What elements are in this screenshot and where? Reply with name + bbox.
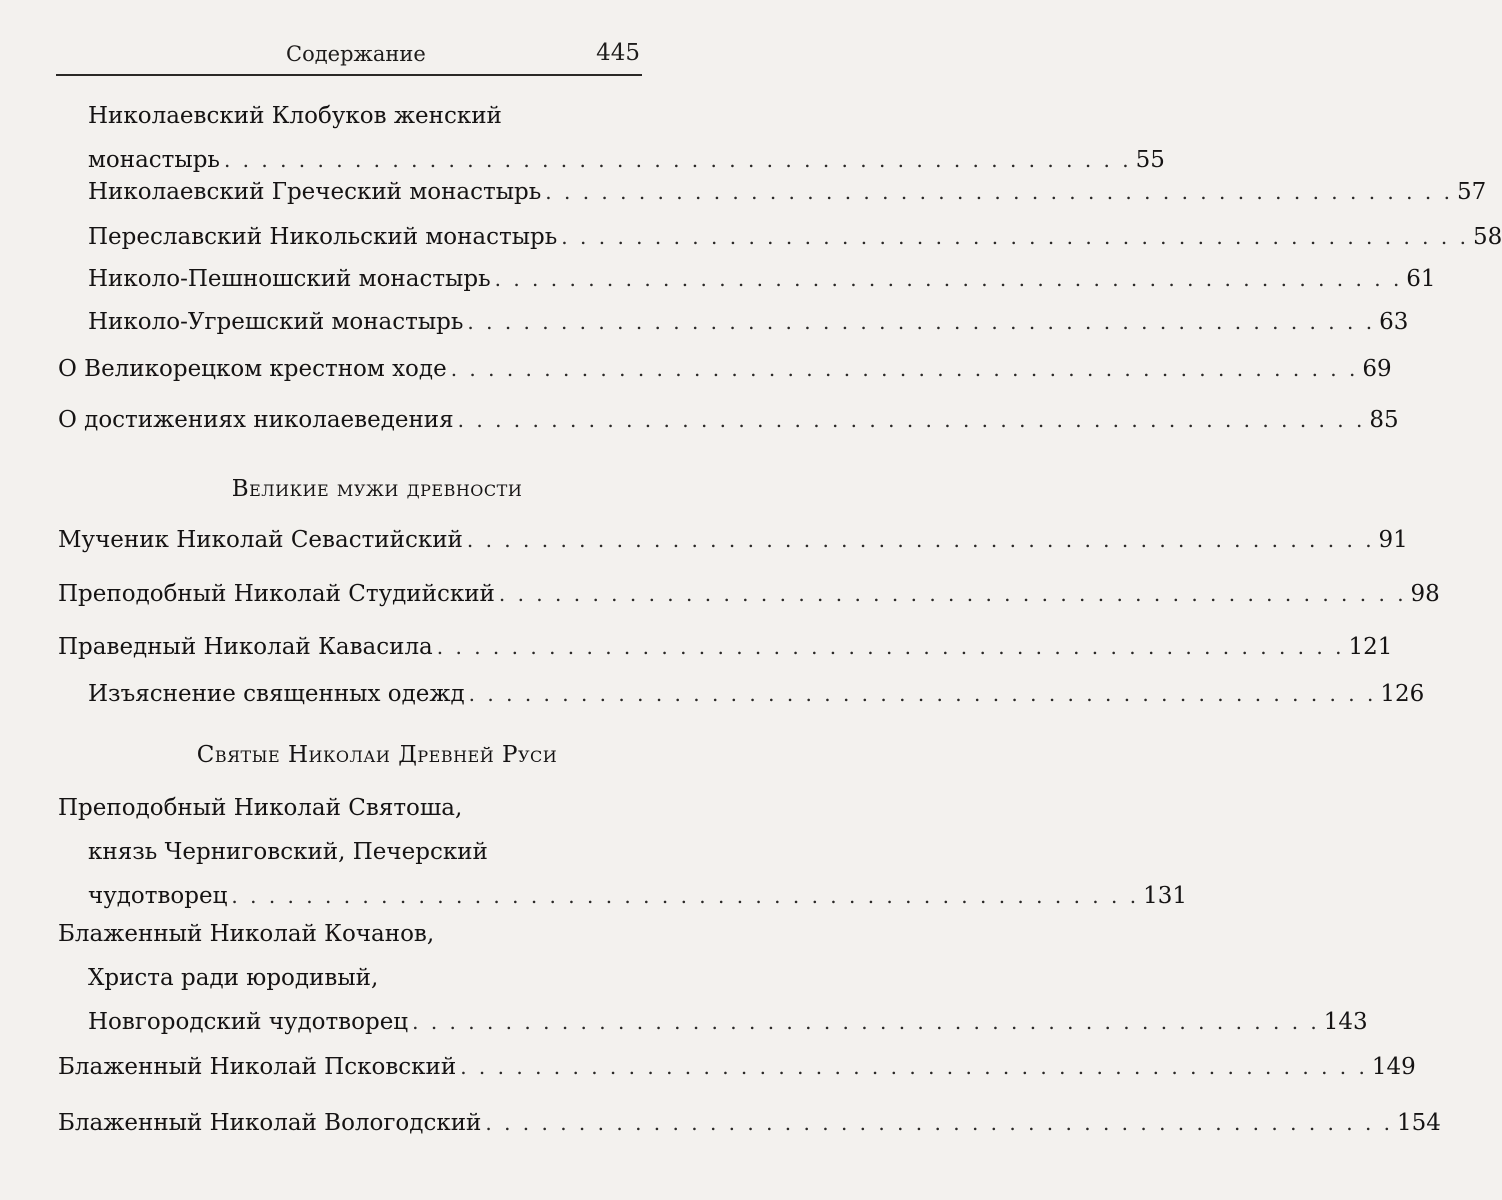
toc-entry-title: Николо-Пешношский монастырь <box>88 266 491 292</box>
toc-entry-line <box>88 672 1425 716</box>
toc-entry-line <box>58 398 1399 442</box>
toc-entry-title: чудотворец <box>88 883 228 909</box>
toc-entry <box>58 572 1440 616</box>
toc-entry-title: Христа ради юродивый, <box>88 965 379 991</box>
running-title: Содержание <box>286 42 426 66</box>
toc-entry-line <box>88 257 1436 301</box>
toc-entry <box>88 672 1425 716</box>
toc-entry-title: Новгородский чудотворец <box>88 1009 409 1035</box>
leader-dots: . . . . . . . . . . . . . . . . . . . . . . . . . . . . . . . . . . . . . . . . . . . . . . . . . <box>466 528 1375 552</box>
toc-entry <box>88 94 1165 182</box>
toc-entry-title: Николаевский Греческий монастырь <box>88 179 542 205</box>
toc-entry-line <box>58 956 642 1000</box>
toc-entry-line <box>58 912 642 956</box>
toc-entry-line <box>58 625 1393 669</box>
toc-page-number: 131 <box>1143 883 1187 909</box>
toc-entry-title: О Великорецком крестном ходе <box>58 356 447 382</box>
toc-page-number: 154 <box>1397 1110 1441 1136</box>
page-header <box>56 38 642 76</box>
toc-page-number: 69 <box>1362 356 1392 382</box>
toc-entry <box>58 912 1368 1044</box>
toc-entry <box>58 1101 1441 1145</box>
toc-entry-title: Мученик Николай Севастийский <box>58 527 463 553</box>
toc-entry-line <box>88 170 1487 214</box>
leader-dots: . . . . . . . . . . . . . . . . . . . . . . . . . . . . . . . . . . . . . . . . . . . . . . . . . <box>468 682 1377 706</box>
toc-page-number: 55 <box>1135 147 1165 173</box>
toc-entry-title: О достижениях николаеведения <box>58 407 454 433</box>
toc-page-number: 149 <box>1371 1054 1416 1080</box>
leader-dots: . . . . . . . . . . . . . . . . . . . . . . . . . . . . . . . . . . . . . . . . . . . . . . . . . <box>494 267 1403 291</box>
toc-entry-title: Изъяснение священных одежд <box>88 681 465 707</box>
leader-dots: . . . . . . . . . . . . . . . . . . . . . . . . . . . . . . . . . . . . . . . . . . . . . . . . . <box>231 884 1140 908</box>
toc-page-number: 98 <box>1410 581 1440 607</box>
toc-page-number: 61 <box>1406 266 1436 292</box>
toc-entry <box>58 518 1408 562</box>
toc-entry-line <box>58 1045 1416 1089</box>
toc-entry <box>88 300 1409 344</box>
toc-entry-line <box>58 347 1392 391</box>
leader-dots: . . . . . . . . . . . . . . . . . . . . . . . . . . . . . . . . . . . . . . . . . . . . . . . . . <box>561 225 1469 249</box>
leader-dots: . . . . . . . . . . . . . . . . . . . . . . . . . . . . . . . . . . . . . . . . . . . . . . . . . <box>460 1055 1368 1079</box>
toc-entry-title: Блаженный Николай Вологодский <box>58 1110 482 1136</box>
toc-entry <box>58 625 1393 669</box>
toc-entry-title: монастырь <box>88 147 220 173</box>
toc-entry-line <box>88 94 642 138</box>
toc-entry-title: Преподобный Николай Студийский <box>58 581 495 607</box>
section-heading: Святые Николаи Древней Руси <box>196 742 558 768</box>
leader-dots: . . . . . . . . . . . . . . . . . . . . . . . . . . . . . . . . . . . . . . . . . . . . . . . . . <box>436 635 1345 659</box>
toc-entry <box>58 1045 1416 1089</box>
toc-entry-line <box>58 572 1440 616</box>
toc-entry-title: князь Черниговский, Печерский <box>88 839 488 865</box>
leader-dots: . . . . . . . . . . . . . . . . . . . . . . . . . . . . . . . . . . . . . . . . . . . . . . . . . <box>485 1111 1394 1135</box>
toc-entry <box>58 398 1399 442</box>
toc-entry <box>88 170 1487 214</box>
page-number: 445 <box>596 40 640 66</box>
leader-dots: . . . . . . . . . . . . . . . . . . . . . . . . . . . . . . . . . . . . . . . . . . . . . . . . . <box>223 148 1132 172</box>
leader-dots: . . . . . . . . . . . . . . . . . . . . . . . . . . . . . . . . . . . . . . . . . . . . . . . . . <box>457 408 1366 432</box>
toc-entry-line <box>88 300 1409 344</box>
toc-entry-title: Преподобный Николай Святоша, <box>58 795 463 821</box>
toc-entry-title: Николаевский Клобуков женский <box>88 103 502 129</box>
leader-dots: . . . . . . . . . . . . . . . . . . . . . . . . . . . . . . . . . . . . . . . . . . . . . . . . . <box>467 310 1376 334</box>
toc-entry <box>58 347 1392 391</box>
toc-entry-line <box>58 786 642 830</box>
toc-page-number: 63 <box>1379 309 1409 335</box>
toc-entry-line <box>58 1101 1441 1145</box>
toc-entry-line <box>58 518 1408 562</box>
toc-entry-title: Блаженный Николай Псковский <box>58 1054 457 1080</box>
toc-page-number: 126 <box>1380 681 1425 707</box>
leader-dots: . . . . . . . . . . . . . . . . . . . . . . . . . . . . . . . . . . . . . . . . . . . . . . . . . <box>498 582 1407 606</box>
section-heading: Великие мужи древности <box>231 476 523 502</box>
toc-page-number: 58 <box>1472 224 1502 250</box>
toc-entry-line <box>88 215 1502 259</box>
toc-page-number: 85 <box>1369 407 1399 433</box>
toc-entry-title: Праведный Николай Кавасила <box>58 634 433 660</box>
toc-entry-title: Николо-Угрешский монастырь <box>88 309 464 335</box>
toc-page-number: 121 <box>1348 634 1393 660</box>
leader-dots: . . . . . . . . . . . . . . . . . . . . . . . . . . . . . . . . . . . . . . . . . . . . . . . . . <box>545 180 1453 204</box>
leader-dots: . . . . . . . . . . . . . . . . . . . . . . . . . . . . . . . . . . . . . . . . . . . . . . . . . <box>412 1010 1320 1034</box>
toc-entry <box>88 257 1436 301</box>
leader-dots: . . . . . . . . . . . . . . . . . . . . . . . . . . . . . . . . . . . . . . . . . . . . . . . . . <box>450 357 1359 381</box>
toc-entry <box>88 215 1502 259</box>
toc-entry <box>58 786 1187 918</box>
toc-entry-title: Переславский Никольский монастырь <box>88 224 558 250</box>
toc-page-number: 143 <box>1323 1009 1368 1035</box>
toc-entry-title: Блаженный Николай Кочанов, <box>58 921 435 947</box>
toc-page-number: 57 <box>1456 179 1487 205</box>
toc-entry-line <box>58 1000 1368 1044</box>
toc-page-number: 91 <box>1378 527 1408 553</box>
toc-entry-line <box>58 830 642 874</box>
